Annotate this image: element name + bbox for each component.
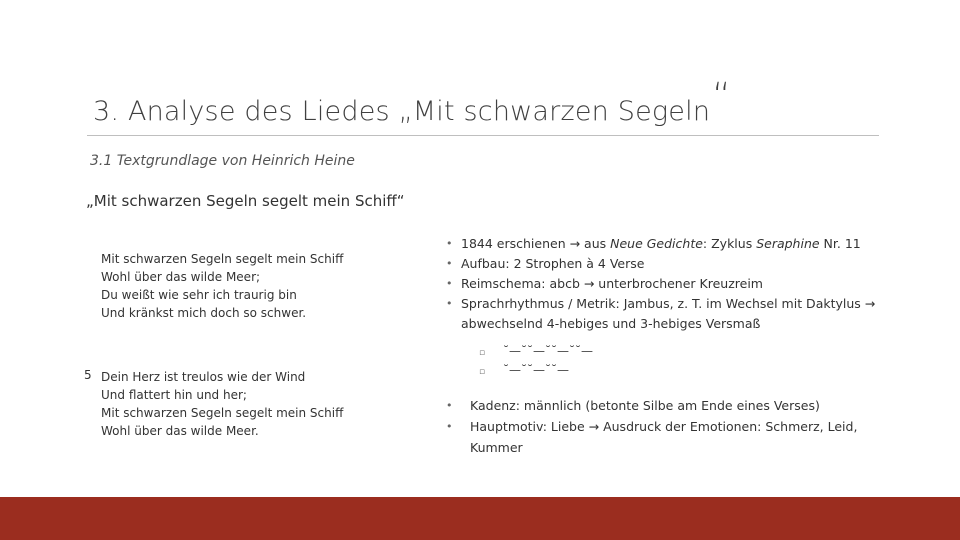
poem-heading: „Mit schwarzen Segeln segelt mein Schiff“ — [86, 192, 405, 210]
bullet-text: : Zyklus — [702, 236, 757, 251]
meter-text: ˘—˘˘—˘˘— — [503, 363, 569, 377]
analysis-bullet-list-2 — [446, 395, 886, 458]
bullet-text: Nr. 11 — [819, 236, 861, 251]
poem-line: Wohl über das wilde Meer. — [101, 424, 259, 438]
bullet-text: 1844 erschienen → aus — [461, 236, 611, 251]
cycle-title: Seraphine — [756, 236, 820, 251]
square-bullet-icon: ▫ — [479, 348, 486, 358]
slide-title — [93, 76, 731, 129]
poem-line: Wohl über das wilde Meer; — [101, 270, 261, 284]
line-number: 5 — [84, 368, 92, 382]
bullet-meter: • Sprachrhythmus / Metrik: Jambus, z. T. im Wechsel mit Daktylus → abwechselnd 4-hebiges und 3-hebiges Versmaß — [446, 294, 896, 334]
poem-line: Und kränkst mich doch so schwer. — [101, 306, 307, 320]
meter-pattern-2 — [479, 363, 569, 377]
poem-line: Mit schwarzen Segeln segelt mein Schiff — [101, 252, 344, 266]
poem-stanza-1 — [101, 250, 343, 322]
section-subtitle: 3.1 Textgrundlage von Heinrich Heine — [90, 153, 355, 169]
bullet-structure: • Aufbau: 2 Strophen à 4 Verse — [446, 254, 896, 274]
meter-text: ˘—˘˘—˘˘—˘˘— — [503, 344, 593, 358]
work-title: Neue Gedichte — [610, 236, 703, 251]
meter-pattern-1 — [479, 344, 593, 358]
bullet-main-motif: • Hauptmotiv: Liebe → Ausdruck der Emotionen: Schmerz, Leid, Kummer — [446, 416, 886, 458]
poem-line: Und flattert hin und her; — [101, 388, 247, 402]
footer-bar — [0, 497, 960, 540]
poem-line: Dein Herz ist treulos wie der Wind — [101, 370, 306, 384]
poem-line: Mit schwarzen Segeln segelt mein Schiff — [101, 406, 344, 420]
analysis-bullet-list — [446, 234, 896, 334]
bullet-publication — [446, 234, 896, 254]
poem-stanza-2 — [101, 368, 343, 440]
bullet-rhyme-scheme: • Reimschema: abcb → unterbrochener Kreuzreim — [446, 274, 896, 294]
poem-line: Du weißt wie sehr ich traurig bin — [101, 288, 297, 302]
slide-title-text: 3. Analyse des Liedes „Mit schwarzen Segeln — [93, 96, 711, 127]
slide-title-closing-quote: “ — [712, 76, 731, 117]
square-bullet-icon: ▫ — [479, 367, 486, 377]
title-divider — [87, 135, 879, 136]
bullet-cadence: • Kadenz: männlich (betonte Silbe am Ende eines Verses) — [446, 395, 886, 416]
